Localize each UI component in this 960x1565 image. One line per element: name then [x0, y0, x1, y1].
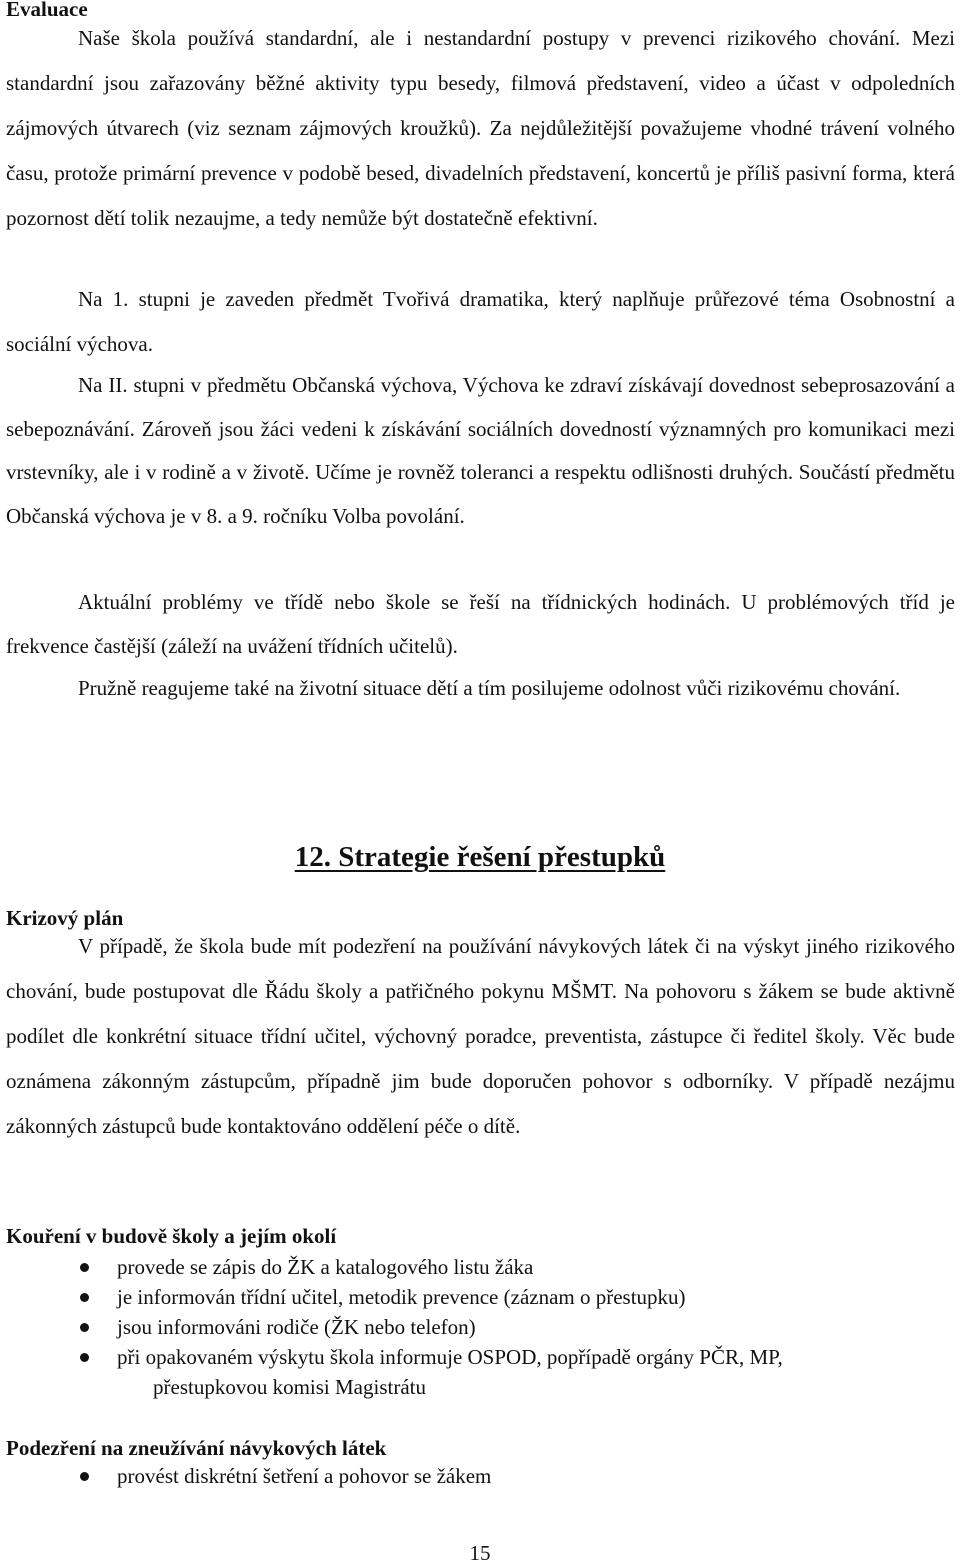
evaluace-paragraph-5: Pružně reagujeme také na životní situace dětí a tím posilujeme odolnost vůči rizikovému chování.	[78, 676, 901, 700]
page-number: 15	[469, 1541, 491, 1565]
evaluace-paragraph-1: Naše škola používá standardní, ale i nestandardní postupy v prevenci rizikového chování. Mezi standardní jsou zařazovány běžné aktivity typu besedy, filmová představení, video a účast v odpoledních zájmových útvarech (viz seznam zájmových kroužků). Za nejdůležitější považujeme vhodné trávení volného času, protože primární prevence v podobě besed, divadelních představení, koncertů je příliš pasivní forma, která pozornost dětí tolik nezaujme, a tedy nemůže být dostatečně efektivní.	[6, 26, 955, 230]
bullet-icon	[80, 1323, 89, 1332]
podezreni-list	[0, 1461, 960, 1491]
list-item-text: provést diskrétní šetření a pohovor se žákem	[117, 1464, 492, 1488]
evaluace-paragraph-3: Na II. stupni v předmětu Občanská výchova, Výchova ke zdraví získávají dovednost sebeprosazování a sebepoznávání. Zároveň jsou žáci vedeni k získávání sociálních dovedností významných pro komunikaci mezi vrstevníky, ale i v rodině a v životě. Učíme je rovněž toleranci a respektu odlišnosti druhých. Součástí předmětu Občanská výchova je v 8. a 9. ročníku Volba povolání.	[6, 373, 955, 528]
chapter-title	[0, 837, 960, 877]
list-item	[0, 1252, 960, 1282]
list-item	[0, 1342, 960, 1402]
evaluace-paragraph-2: Na 1. stupni je zaveden předmět Tvořivá dramatika, který naplňuje průřezové téma Osobnostní a sociální výchova.	[6, 287, 955, 356]
koureni-heading: Kouření v budově školy a jejím okolí	[6, 1224, 337, 1248]
koureni-list	[0, 1252, 960, 1402]
list-item	[0, 1461, 960, 1491]
krizovy-plan-paragraph: V případě, že škola bude mít podezření na používání návykových látek či na výskyt jiného rizikového chování, bude postupovat dle Řádu školy a patřičného pokynu MŠMT. Na pohovoru s žákem se bude aktivně podílet dle konkrétní situace třídní učitel, výchovný poradce, preventista, zástupce či ředitel školy. Věc bude oznámena zákonným zástupcům, případně jim bude doporučen pohovor s odborníky. V případě nezájmu zákonných zástupců bude kontaktováno oddělení péče o dítě.	[6, 934, 955, 1138]
list-item-text-continued: přestupkovou komisi Magistrátu	[153, 1375, 426, 1399]
evaluace-paragraph-4: Aktuální problémy ve třídě nebo škole se řeší na třídnických hodinách. U problémových tříd je frekvence častější (záleží na uvážení třídních učitelů).	[6, 590, 955, 658]
bullet-icon	[80, 1472, 89, 1481]
krizovy-plan-heading: Krizový plán	[6, 906, 124, 930]
list-item	[0, 1312, 960, 1342]
chapter-title-text: 12. Strategie řešení přestupků	[294, 841, 666, 873]
bullet-icon	[80, 1353, 89, 1362]
bullet-icon	[80, 1293, 89, 1302]
evaluace-heading: Evaluace	[6, 0, 88, 21]
list-item-text: při opakovaném výskytu škola informuje OSPOD, popřípadě orgány PČR, MP,	[117, 1345, 783, 1369]
podezreni-heading: Podezření na zneužívání návykových látek	[6, 1436, 387, 1460]
list-item	[0, 1282, 960, 1312]
list-item-text: je informován třídní učitel, metodik prevence (záznam o přestupku)	[117, 1285, 686, 1309]
list-item-text: provede se zápis do ŽK a katalogového listu žáka	[117, 1255, 534, 1279]
bullet-icon	[80, 1263, 89, 1272]
list-item-text: jsou informováni rodiče (ŽK nebo telefon)	[117, 1315, 476, 1339]
